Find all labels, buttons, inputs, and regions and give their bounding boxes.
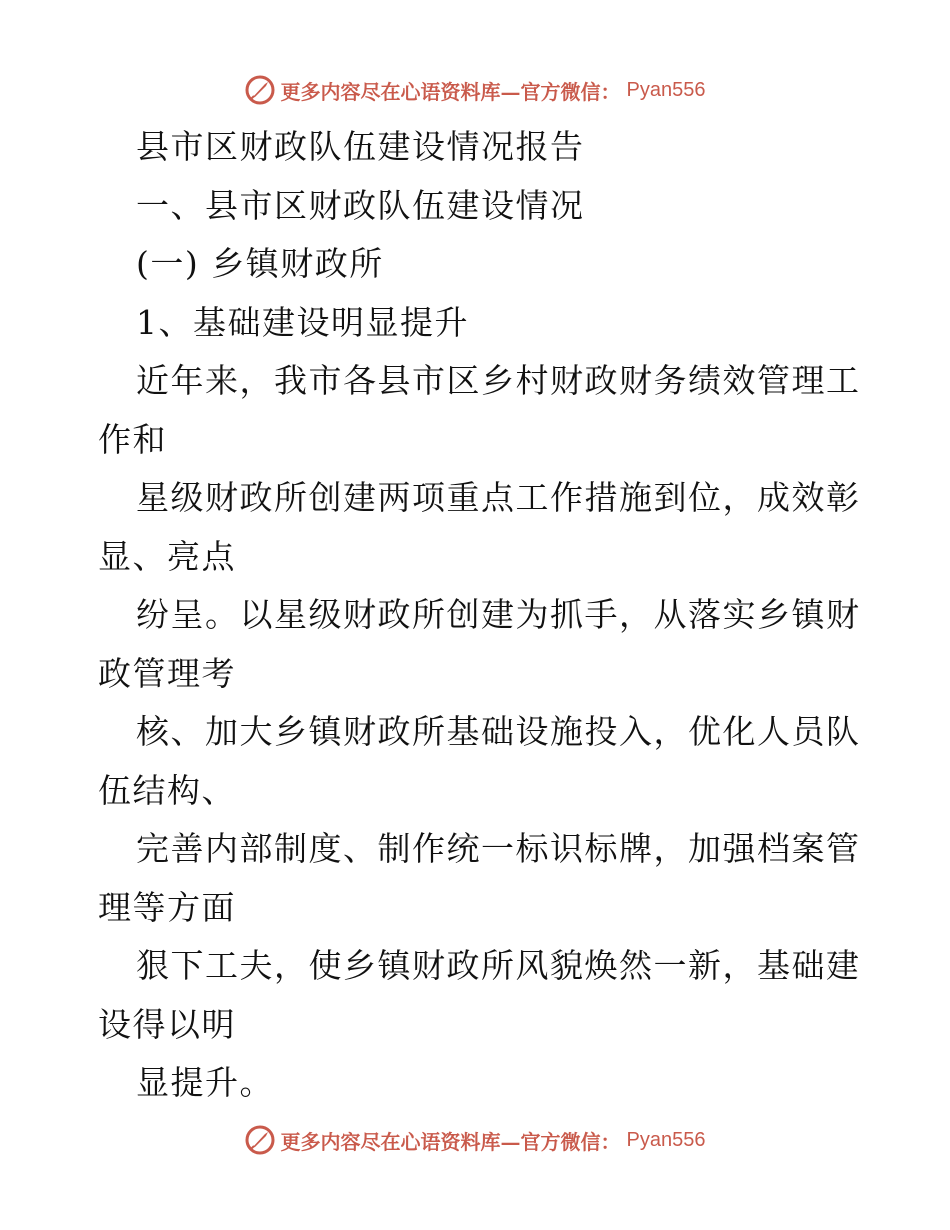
paragraph-line: 完善内部制度、制作统一标识标牌，加强档案管: [136, 829, 861, 868]
document-title: 县市区财政队伍建设情况报告: [136, 127, 585, 166]
paragraph-line: 理等方面: [98, 887, 236, 927]
paragraph-line: 核、加大乡镇财政所基础设施投入，优化人员队: [136, 712, 861, 751]
paragraph-line: 近年来，我市各县市区乡村财政财务绩效管理工: [136, 361, 861, 400]
paragraph-line: 显、亮点: [98, 536, 236, 576]
paragraph-line: 作和: [98, 419, 167, 459]
footer-watermark: [0, 1120, 950, 1160]
subsection-heading: (一) 乡镇财政所: [136, 244, 384, 283]
watermark-text: 更多内容尽在心语资料库—官方微信：: [280, 1129, 621, 1154]
feather-pen-icon: [245, 1125, 275, 1155]
watermark-wechat-id: Pyan556: [626, 78, 706, 101]
paragraph-line: 狠下工夫，使乡镇财政所风貌焕然一新，基础建: [136, 946, 861, 985]
paragraph-line: 星级财政所创建两项重点工作措施到位，成效彰: [136, 478, 861, 517]
paragraph-line: 政管理考: [98, 653, 236, 693]
item-heading: 1、基础建设明显提升: [136, 302, 469, 342]
paragraph-line: 纷呈。以星级财政所创建为抓手，从落实乡镇财: [136, 595, 861, 634]
document-body: [98, 118, 861, 1113]
paragraph-line: 设得以明: [98, 1004, 236, 1044]
paragraph-line: 伍结构、: [98, 770, 236, 810]
header-watermark: [0, 70, 950, 110]
watermark-wechat-id: Pyan556: [626, 1128, 706, 1151]
paragraph-line: 显提升。: [136, 1063, 274, 1102]
watermark-text: 更多内容尽在心语资料库—官方微信：: [280, 79, 621, 104]
section-heading: 一、县市区财政队伍建设情况: [136, 185, 585, 225]
feather-pen-icon: [245, 75, 275, 105]
